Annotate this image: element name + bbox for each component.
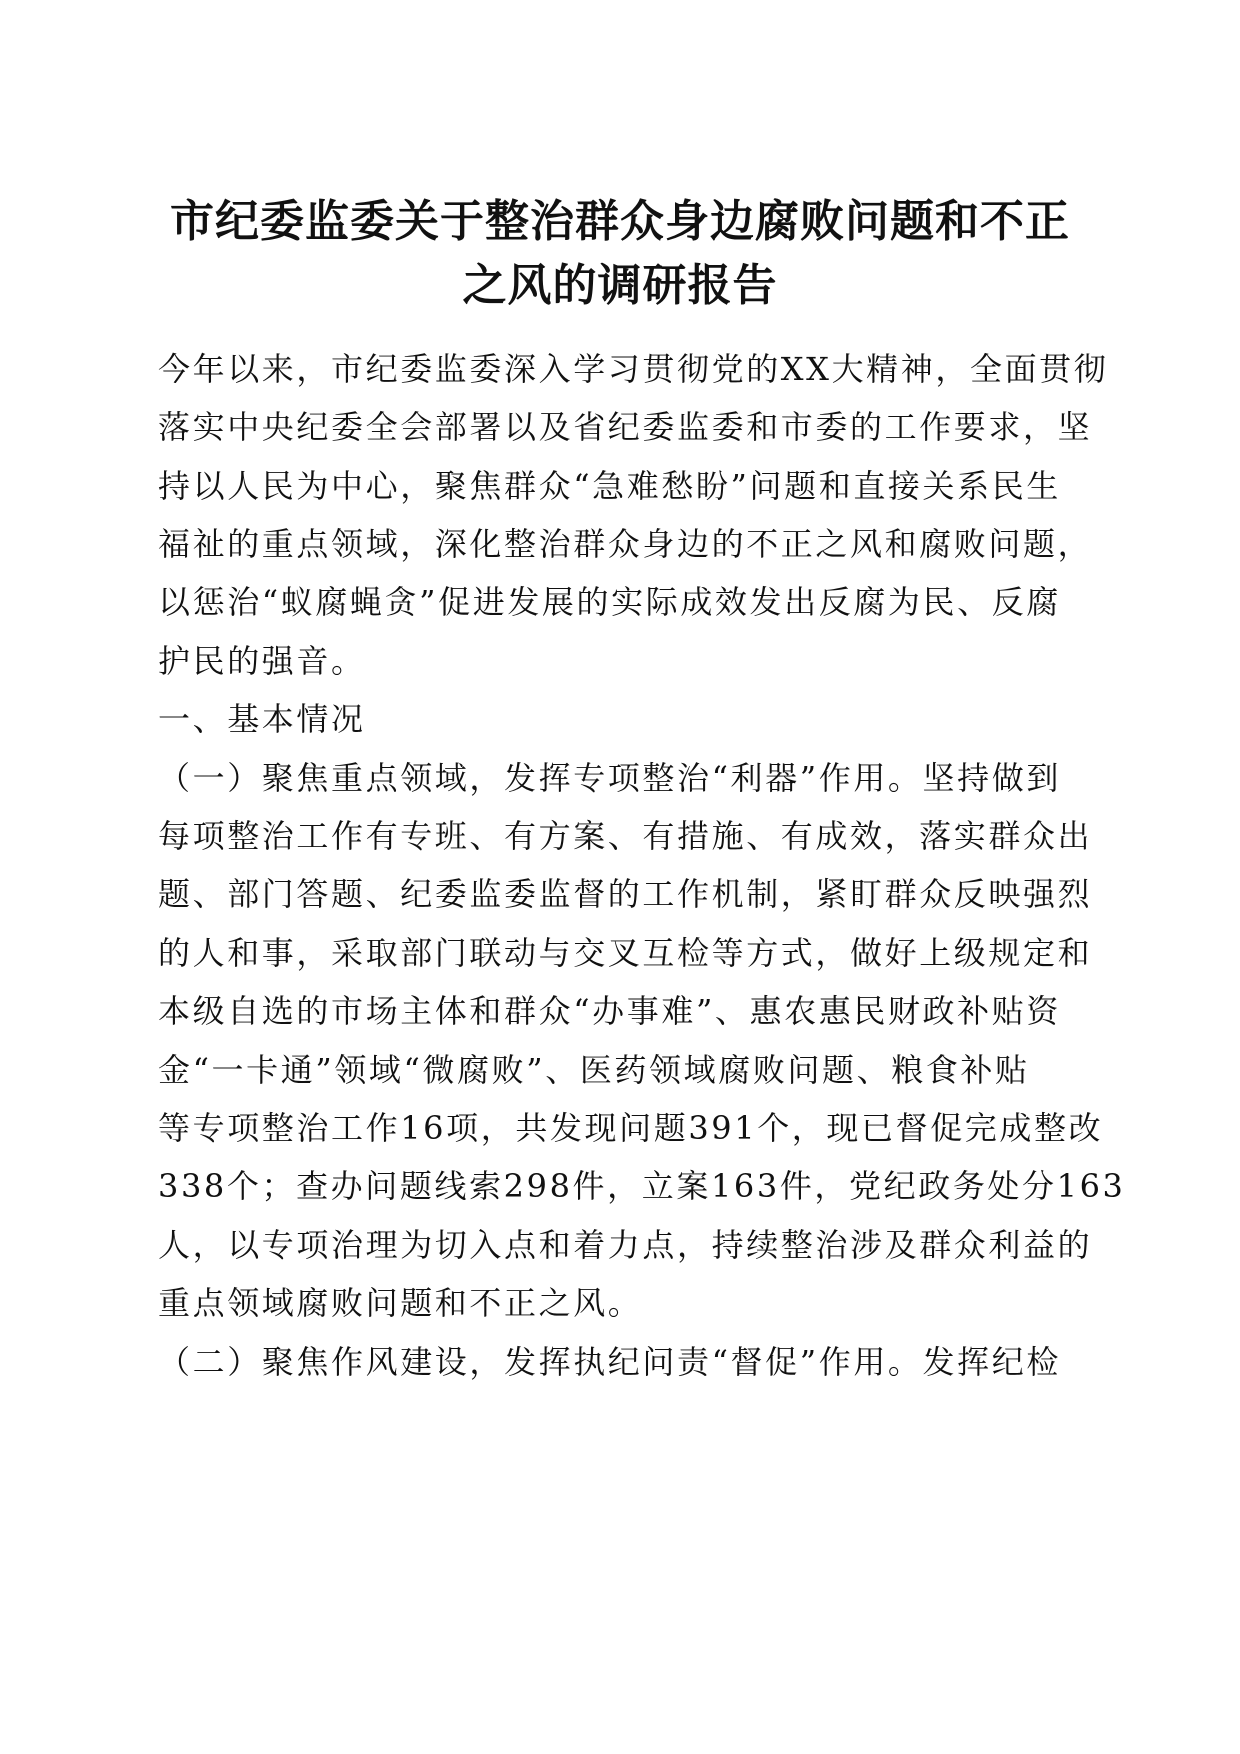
body-line-10: 题、部门答题、纪委监委监督的工作机制，紧盯群众反映强烈 [158, 875, 1093, 913]
body-line-18: （二）聚焦作风建设，发挥执纪问责“督促”作用。发挥纪检 [158, 1343, 1061, 1381]
body-line-12: 本级自选的市场主体和群众“办事难”、惠农惠民财政补贴资 [158, 992, 1061, 1030]
body-line-13: 金“一卡通”领域“微腐败”、医药领域腐败问题、粮食补贴 [158, 1051, 1030, 1089]
document-title-line-2: 之风的调研报告 [462, 260, 778, 311]
body-line-8: （一）聚焦重点领域，发挥专项整治“利器”作用。坚持做到 [158, 759, 1061, 797]
body-line-17: 重点领域腐败问题和不正之风。 [158, 1284, 643, 1322]
body-line-5: 以惩治“蚁腐蝇贪”促进发展的实际成效发出反腐为民、反腐 [158, 583, 1061, 621]
body-line-16: 人，以专项治理为切入点和着力点，持续整治涉及群众利益的 [158, 1226, 1093, 1264]
body-line-6: 护民的强音。 [158, 642, 366, 680]
body-line-9: 每项整治工作有专班、有方案、有措施、有成效，落实群众出 [158, 817, 1093, 855]
body-line-2: 落实中央纪委全会部署以及省纪委监委和市委的工作要求，坚 [158, 408, 1093, 446]
body-line-1: 今年以来，市纪委监委深入学习贯彻党的XX大精神，全面贯彻 [158, 350, 1109, 388]
body-line-3: 持以人民为中心，聚焦群众“急难愁盼”问题和直接关系民生 [158, 467, 1061, 505]
section-heading-basic: 一、基本情况 [158, 700, 366, 738]
document-title-line-1: 市纪委监委关于整治群众身边腐败问题和不正 [170, 196, 1070, 247]
body-line-15: 338个；查办问题线索298件，立案163件，党纪政务处分163 [158, 1167, 1126, 1205]
body-line-11: 的人和事，采取部门联动与交叉互检等方式，做好上级规定和 [158, 934, 1093, 972]
body-line-4: 福祉的重点领域，深化整治群众身边的不正之风和腐败问题， [158, 525, 1093, 563]
body-line-14: 等专项整治工作16项，共发现问题391个，现已督促完成整改 [158, 1109, 1104, 1147]
